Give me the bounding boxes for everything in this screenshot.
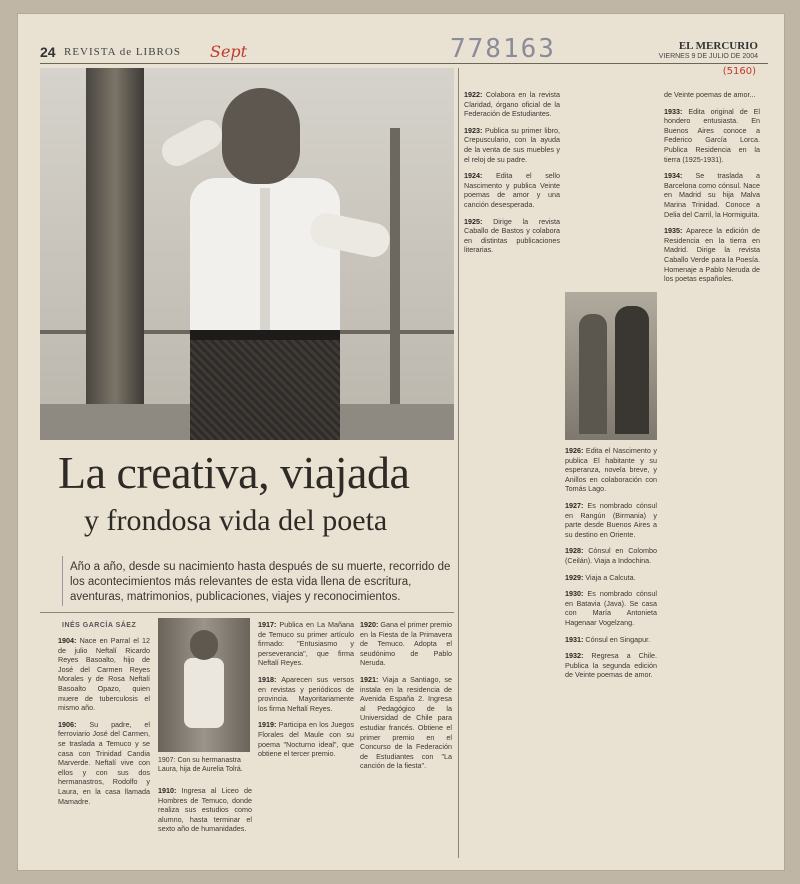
entry-year: 1925:	[464, 216, 494, 226]
entry-year: 1904:	[58, 636, 80, 645]
entry-text: Dirige la revista Caballo de Bastos y colabora en distintas publicaciones literarias.	[464, 216, 560, 255]
chronology-entry	[464, 126, 560, 164]
chronology-entry	[565, 589, 657, 627]
chronology-entry	[360, 620, 452, 668]
section-title: REVISTA de LIBROS	[64, 46, 181, 58]
subheadline: y frondosa vida del poeta	[84, 504, 388, 537]
chronology-entry	[565, 651, 657, 680]
entry-year: 1918:	[258, 674, 282, 684]
entry-year: 1917:	[258, 620, 280, 629]
newspaper-name: EL MERCURIO	[678, 40, 758, 52]
child-photo	[158, 618, 250, 752]
entry-year: 1931:	[565, 634, 586, 644]
chronology-entry	[565, 446, 657, 494]
entry-year: 1934:	[664, 171, 696, 181]
chronology-entry	[565, 546, 657, 565]
photo-figure-belt	[190, 330, 340, 340]
entry-year: 1927:	[565, 500, 588, 510]
entry-text: de Veinte poemas de amor...	[664, 90, 756, 99]
entry-text: Cónsul en Singapur.	[585, 634, 651, 644]
entry-year: 1923:	[464, 125, 486, 135]
entry-year: 1924:	[464, 171, 496, 181]
entry-year: 1932:	[565, 651, 592, 661]
chronology-entry	[565, 635, 657, 645]
entry-year: 1929:	[565, 572, 586, 582]
chronology-entry	[664, 90, 760, 100]
text-column-6	[565, 446, 657, 687]
entry-text: Colabora en la revista Claridad, órgano oficial de la Federación de Estudiantes.	[464, 90, 560, 119]
text-column-3	[258, 620, 354, 766]
entry-year: 1928:	[565, 546, 589, 556]
lead-marker	[62, 556, 70, 606]
text-column-4	[360, 620, 452, 778]
chronology-entry	[565, 573, 657, 583]
child-figure-head	[190, 630, 218, 660]
poet-photo	[40, 68, 454, 440]
entry-text: Gana el primer premio en la Fiesta de la Primavera de Temuco. Adopta el seudónimo de Pablo Neruda.	[360, 620, 452, 668]
page-header	[40, 30, 768, 77]
chronology-entry	[664, 171, 760, 219]
entry-text: Cónsul en Colombo (Ceilán). Viaja a Indochina.	[565, 546, 657, 565]
photo-man-left	[579, 314, 607, 434]
entry-text: Su padre, el ferroviario José del Carmen, se traslada a Temuco y se casa con Trinidad Candia Marverde. Neftalí vive con ellos y con sus dos hermanastros, Rodolfo y Laura, en la casa llamada Mamadre.	[58, 719, 150, 806]
entry-text: Es nombrado cónsul en Rangún (Birmania) y parte desde Buenos Aires a su destino en Oriente.	[565, 500, 657, 539]
entry-text: Se traslada a Barcelona como cónsul. Nace en Madrid su hija Malva Marina Trinidad. Conoce a Delia del Carril, la Hormiguita.	[664, 171, 760, 219]
photo-post	[390, 128, 400, 408]
entry-text: Viaja a Santiago, se instala en la residencia de Avenida España 2. Ingresa al Pedagógico de la Universidad de Chile para estudiar francés. Obtiene el primer premio en el Concurso de la Federación de Estudiantes con "La canción de la fiesta".	[360, 674, 452, 771]
entry-text: Regresa a Chile. Publica la segunda edición de Veinte poemas de amor.	[565, 651, 657, 680]
chronology-entry	[58, 720, 150, 806]
issue-date: VIERNES 9 DE JULIO DE 2004	[658, 53, 758, 60]
photo-tree	[86, 68, 144, 440]
entry-text: Nace en Parral el 12 de julio Neftalí Ricardo Reyes Basoalto, hijo de José del Carmen Reyes Morales y de Rosa Neftalí Basoalto Opazo, quien muere de tuberculosis el mismo año.	[58, 636, 150, 713]
entry-text: Publica su primer libro, Crepusculario, con la ayuda de la venta de sus muebles y el reloj de su padre.	[464, 125, 560, 164]
photo-figure-pants	[190, 334, 340, 440]
entry-year: 1919:	[258, 720, 279, 730]
chronology-entry	[565, 501, 657, 539]
photo-figure-tie	[260, 188, 270, 338]
page-number: 24	[40, 44, 56, 60]
text-column-7	[664, 90, 760, 291]
chronology-entry	[464, 217, 560, 255]
child-photo-caption: 1907: Con su hermanastra Laura, hija de Aurelia Tolrá.	[158, 757, 243, 773]
entry-year: 1935:	[664, 226, 686, 236]
chronology-entry	[258, 720, 354, 758]
entry-text: Edita el sello Nascimento y publica Veinte poemas de amor y una canción desesperada.	[464, 171, 560, 209]
chronology-entry	[664, 107, 760, 165]
text-column-2	[158, 786, 252, 841]
byline: INÉS GARCÍA SÁEZ	[62, 622, 137, 629]
lead-paragraph: Año a año, desde su nacimiento hasta después de su muerte, recorrido de los acontecimientos más relevantes de esta vida llena de escritura, aventuras, matrimonios, publicaciones, viajes y reconocimientos.	[70, 561, 451, 603]
row-divider	[40, 612, 454, 613]
handwritten-number: 778163	[450, 34, 556, 64]
handwritten-note: Sept	[210, 42, 248, 61]
chronology-entry	[58, 636, 150, 713]
entry-year: 1933:	[664, 106, 689, 116]
chronology-entry	[464, 90, 560, 119]
chronology-entry	[464, 171, 560, 209]
chronology-entry	[258, 675, 354, 713]
photo-man-right	[615, 306, 649, 434]
entry-year: 1910:	[158, 786, 182, 795]
entry-text: Es nombrado cónsul en Batavia (Java). Se casa con María Antonieta Hagenaar Vogelzang.	[565, 589, 657, 627]
entry-text: Participa en los Juegos Florales del Maule con su poema "Nocturno ideal", que obtiene el tercer premio.	[258, 720, 354, 759]
text-column-5	[464, 90, 560, 262]
entry-year: 1922:	[464, 90, 486, 99]
entry-text: Edita el Nascimento y publica El habitante y su esperanza, novela breve, y Anillos en colaboración con Tomás Lago.	[565, 446, 657, 494]
chronology-entry	[258, 620, 354, 668]
chronology-entry	[158, 786, 252, 834]
child-figure-body	[184, 658, 224, 728]
chronology-entry	[664, 226, 760, 284]
handwritten-code: (5160)	[722, 66, 756, 77]
entry-year: 1906:	[58, 719, 90, 729]
text-column-1	[58, 636, 150, 813]
entry-year: 1930:	[565, 589, 588, 599]
entry-text: Aparecen sus versos en revistas y periódicos de provincia. Mayoritariamente los firma Neftalí Reyes.	[258, 674, 354, 713]
entry-year: 1921:	[360, 674, 383, 684]
photo-figure-head	[222, 88, 300, 184]
headline: La creativa, viajada	[58, 447, 410, 498]
column-divider	[458, 68, 459, 858]
entry-text: Ingresa al Liceo de Hombres de Temuco, donde realiza sus estudios como alumno, hasta terminar el sexto año de humanidades.	[158, 786, 252, 834]
entry-text: Publica en La Mañana de Temuco su primer artículo firmado: "Entusiasmo y perseverancia", que firma Neftalí Reyes.	[258, 620, 354, 668]
entry-year: 1926:	[565, 446, 586, 455]
entry-text: Aparece la edición de Residencia en la tierra en Madrid. Dirige la revista Caballo Verde para la Poesía. Homenaje a Pablo Neruda de los poetas españoles.	[664, 226, 760, 284]
two-men-photo	[565, 292, 657, 440]
entry-text: Viaja a Calcuta.	[585, 572, 636, 582]
chronology-entry	[360, 675, 452, 771]
entry-year: 1920:	[360, 620, 381, 629]
entry-text: Edita original de El hondero entusiasta. En Buenos Aires conoce a Federico García Lorca. Publica Residencia en la tierra (1925-1931).	[664, 106, 760, 164]
